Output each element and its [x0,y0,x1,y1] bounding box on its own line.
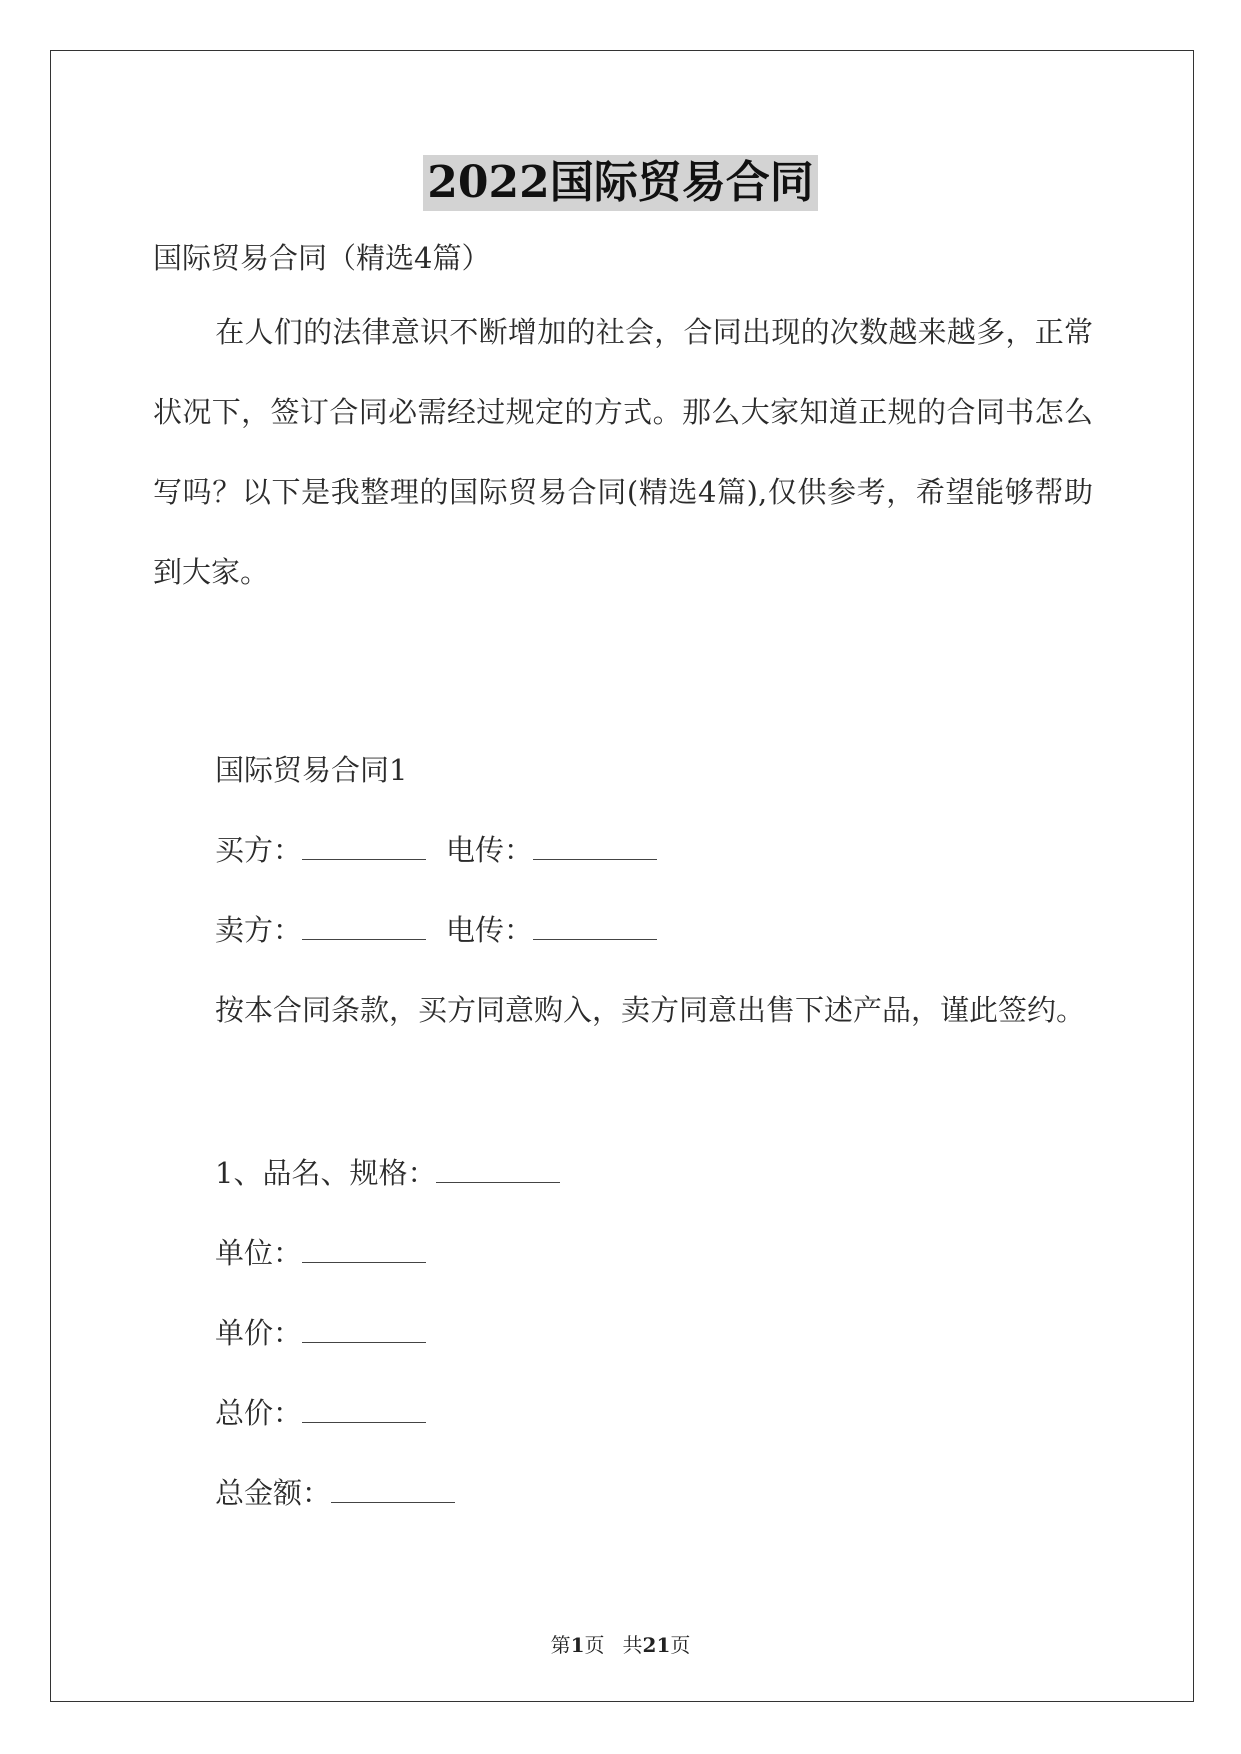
item-name-label: 1、品名、规格： [215,1156,437,1190]
intro-paragraph-text: 在人们的法律意识不断增加的社会，合同出现的次数越来越多，正常状况下，签订合同必需经过规定的方式。那么大家知道正规的合同书怎么写吗？以下是我整理的国际贸易合同(精选4篇),仅供参考，希望能够帮助到大家。 [153,315,1093,589]
unit-price-blank [302,1314,426,1343]
unit-label: 单位： [215,1236,303,1270]
section-heading: 国际贸易合同1 [215,753,408,787]
buyer-row [215,830,657,870]
item-name-blank [436,1154,560,1183]
page-number: 1 [570,1633,585,1657]
seller-label: 卖方： [215,913,303,947]
total-suffix: 页 [670,1633,691,1657]
unit-row [215,1233,426,1273]
document-title: 2022国际贸易合同 [423,155,817,211]
total-amount-row [215,1473,455,1513]
unit-price-label: 单价： [215,1316,303,1350]
total-prefix: 共 [622,1633,643,1657]
agreement-paragraph-text: 按本合同条款，买方同意购入，卖方同意出售下述产品，谨此签约。 [215,993,1086,1027]
buyer-blank [302,831,426,860]
seller-row [215,910,657,950]
seller-fax-blank [533,911,657,940]
total-price-blank [302,1394,426,1423]
total-price-row [215,1393,426,1433]
page-suffix: 页 [584,1633,605,1657]
item-name-row [215,1153,560,1193]
buyer-fax-blank [533,831,657,860]
total-amount-blank [331,1474,455,1503]
title-container [0,155,1241,211]
page-footer [0,1632,1241,1658]
total-amount-label: 总金额： [215,1476,332,1510]
document-subtitle: 国际贸易合同（精选4篇） [153,241,491,275]
seller-blank [302,911,426,940]
total-pages: 21 [642,1633,671,1657]
unit-price-row [215,1313,426,1353]
intro-paragraph [153,292,1093,612]
agreement-paragraph [153,970,1093,1050]
seller-fax-label: 电传： [446,913,534,947]
total-price-label: 总价： [215,1396,303,1430]
unit-blank [302,1234,426,1263]
buyer-fax-label: 电传： [446,833,534,867]
buyer-label: 买方： [215,833,303,867]
page-prefix: 第 [550,1633,571,1657]
